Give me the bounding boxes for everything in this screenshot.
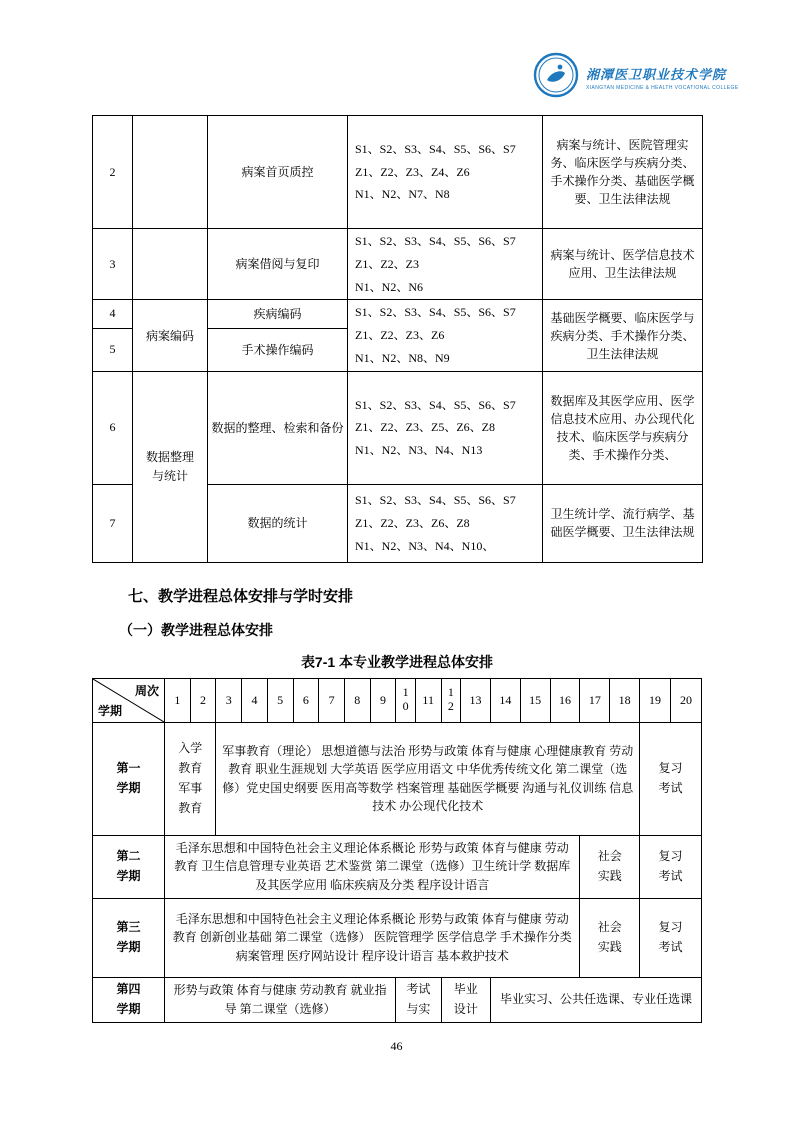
task-cell: 数据的整理、检索和备份	[208, 371, 348, 484]
codes-line: N1、N2、N8、N9	[355, 350, 450, 365]
week-header: 20	[670, 678, 701, 722]
row-number: 6	[93, 371, 133, 484]
schedule-header-row	[93, 678, 702, 722]
graduation-design-cell: 毕业设计	[441, 977, 490, 1022]
codes-cell	[348, 300, 543, 371]
codes-cell	[348, 116, 543, 229]
week-header: 9	[370, 678, 396, 722]
competency-table	[92, 115, 703, 563]
courses-cell: 病案与统计、医院管理实务、临床医学与疾病分类、手术操作分类、基础医学概要、卫生法律法规	[543, 116, 703, 229]
week-header: 18	[610, 678, 640, 722]
entry-education-cell: 入学教育 军事教育	[165, 722, 216, 835]
table-row	[93, 229, 703, 300]
codes-line: S1、S2、S3、S4、S5、S6、S7	[355, 493, 516, 508]
exam-practice-cell: 考试与实	[396, 977, 441, 1022]
codes-line: Z1、Z2、Z3、Z5、Z6、Z8	[355, 420, 495, 435]
codes-cell	[348, 484, 543, 562]
row-number: 4	[93, 300, 133, 328]
week-header: 13	[461, 678, 491, 722]
table-row	[93, 116, 703, 229]
category-cell: 病案编码	[133, 300, 208, 371]
week-header: 14	[490, 678, 520, 722]
category-label: 数据整理与统计	[145, 449, 194, 483]
codes-line: N1、N2、N3、N4、N10、	[355, 538, 495, 553]
week-header: 19	[640, 678, 671, 722]
codes-line: Z1、Z2、Z3、Z6	[355, 328, 445, 343]
semester-label: 第四学期	[93, 977, 165, 1022]
semester-label: 第二学期	[93, 835, 165, 898]
row-number: 2	[93, 116, 133, 229]
corner-label-week: 周次	[134, 683, 159, 698]
schedule-table	[92, 678, 702, 1023]
week-header: 6	[293, 678, 319, 722]
courses-cell: 基础医学概要、临床医学与疾病分类、手术操作分类、卫生法律法规	[543, 300, 703, 371]
week-header: 15	[520, 678, 550, 722]
subsection-heading: （一）教学进程总体安排	[119, 621, 273, 638]
review-exam-cell: 复习考试	[640, 835, 702, 898]
task-cell: 数据的统计	[208, 484, 348, 562]
semester-row	[93, 722, 702, 835]
row-number: 3	[93, 229, 133, 300]
corner-cell	[93, 678, 165, 722]
codes-cell	[348, 371, 543, 484]
college-logo	[533, 52, 739, 103]
codes-line: N1、N2、N3、N4、N13	[355, 443, 483, 458]
table-row	[93, 371, 703, 484]
codes-cell	[348, 229, 543, 300]
week-header: 10	[396, 678, 416, 722]
week-header: 2	[190, 678, 216, 722]
college-name-cn: 湘潭医卫职业技术学院	[586, 67, 727, 82]
week-header: 7	[319, 678, 345, 722]
section-heading: 七、教学进程总体安排与学时安排	[128, 587, 354, 605]
review-exam-cell: 复习考试	[640, 722, 702, 835]
week-header: 11	[415, 678, 441, 722]
codes-line: Z1、Z2、Z3、Z4、Z6	[355, 164, 470, 179]
semester-label: 第三学期	[93, 898, 165, 977]
page-number: 46	[390, 1039, 403, 1053]
task-cell: 病案借阅与复印	[208, 229, 348, 300]
task-cell: 疾病编码	[208, 300, 348, 328]
semester-label: 第一学期	[93, 722, 165, 835]
semester-courses-cell: 毛泽东思想和中国特色社会主义理论体系概论 形势与政策 体育与健康 劳动教育 创新创业基础 第二课堂（选修） 医院管理学 医学信息学 手术操作分类 病案管理 医疗网站设计 程序设计语言 基本救护技术	[165, 898, 580, 977]
corner-label-semester: 学期	[98, 703, 123, 718]
week-header: 16	[550, 678, 580, 722]
task-cell: 病案首页质控	[208, 116, 348, 229]
week-header: 12	[441, 678, 461, 722]
week-header: 4	[242, 678, 268, 722]
codes-line: S1、S2、S3、S4、S5、S6、S7	[355, 397, 516, 412]
table-caption: 表7-1 本专业教学进程总体安排	[300, 653, 494, 670]
codes-line: S1、S2、S3、S4、S5、S6、S7	[355, 141, 516, 156]
codes-line: N1、N2、N6	[355, 279, 423, 294]
codes-line: Z1、Z2、Z3	[355, 256, 419, 271]
week-header: 3	[216, 678, 242, 722]
semester-courses-cell: 形势与政策 体育与健康 劳动教育 就业指导 第二课堂（选修）	[165, 977, 396, 1022]
social-practice-cell: 社会实践	[580, 898, 640, 977]
week-header: 1	[165, 678, 191, 722]
codes-line: S1、S2、S3、S4、S5、S6、S7	[355, 234, 516, 248]
page-content	[92, 115, 702, 1023]
category-cell	[133, 229, 208, 300]
courses-cell: 卫生统计学、流行病学、基础医学概要、卫生法律法规	[543, 484, 703, 562]
social-practice-cell: 社会实践	[580, 835, 640, 898]
week-header: 5	[267, 678, 293, 722]
row-number: 7	[93, 484, 133, 562]
review-exam-cell: 复习考试	[640, 898, 702, 977]
table-row	[93, 300, 703, 328]
codes-line: Z1、Z2、Z3、Z6、Z8	[355, 515, 470, 530]
semester-row	[93, 898, 702, 977]
college-name-en: XIANGTAN MEDICINE & HEALTH VOCATIONAL COLLEGE	[586, 85, 739, 91]
semester-row	[93, 977, 702, 1022]
semester-courses-cell: 军事教育（理论） 思想道德与法治 形势与政策 体育与健康 心理健康教育 劳动教育 职业生涯规划 大学英语 医学应用语文 中华优秀传统文化 第二课堂（选修）党史国史纲要 医用高等数学 档案管理 基础医学概要 沟通与礼仪训练 信息技术 办公现代化技术	[216, 722, 640, 835]
week-header: 17	[580, 678, 610, 722]
internship-cell: 毕业实习、公共任选课、专业任选课	[490, 977, 701, 1022]
category-cell	[133, 116, 208, 229]
courses-cell: 数据库及其医学应用、医学信息技术应用、办公现代化技术、临床医学与疾病分类、手术操作分类、	[543, 371, 703, 484]
college-emblem-icon	[533, 52, 579, 103]
task-cell: 手术操作编码	[208, 328, 348, 371]
semester-row	[93, 835, 702, 898]
week-header: 8	[344, 678, 370, 722]
codes-line: N1、N2、N7、N8	[355, 187, 450, 202]
courses-cell: 病案与统计、医学信息技术应用、卫生法律法规	[543, 229, 703, 300]
row-number: 5	[93, 328, 133, 371]
codes-line: S1、S2、S3、S4、S5、S6、S7	[355, 305, 516, 320]
semester-courses-cell: 毛泽东思想和中国特色社会主义理论体系概论 形势与政策 体育与健康 劳动教育 卫生信息管理专业英语 艺术鉴赏 第二课堂（选修）卫生统计学 数据库及其医学应用 临床疾病及分类 程序设计语言	[165, 835, 580, 898]
category-cell	[133, 371, 208, 562]
